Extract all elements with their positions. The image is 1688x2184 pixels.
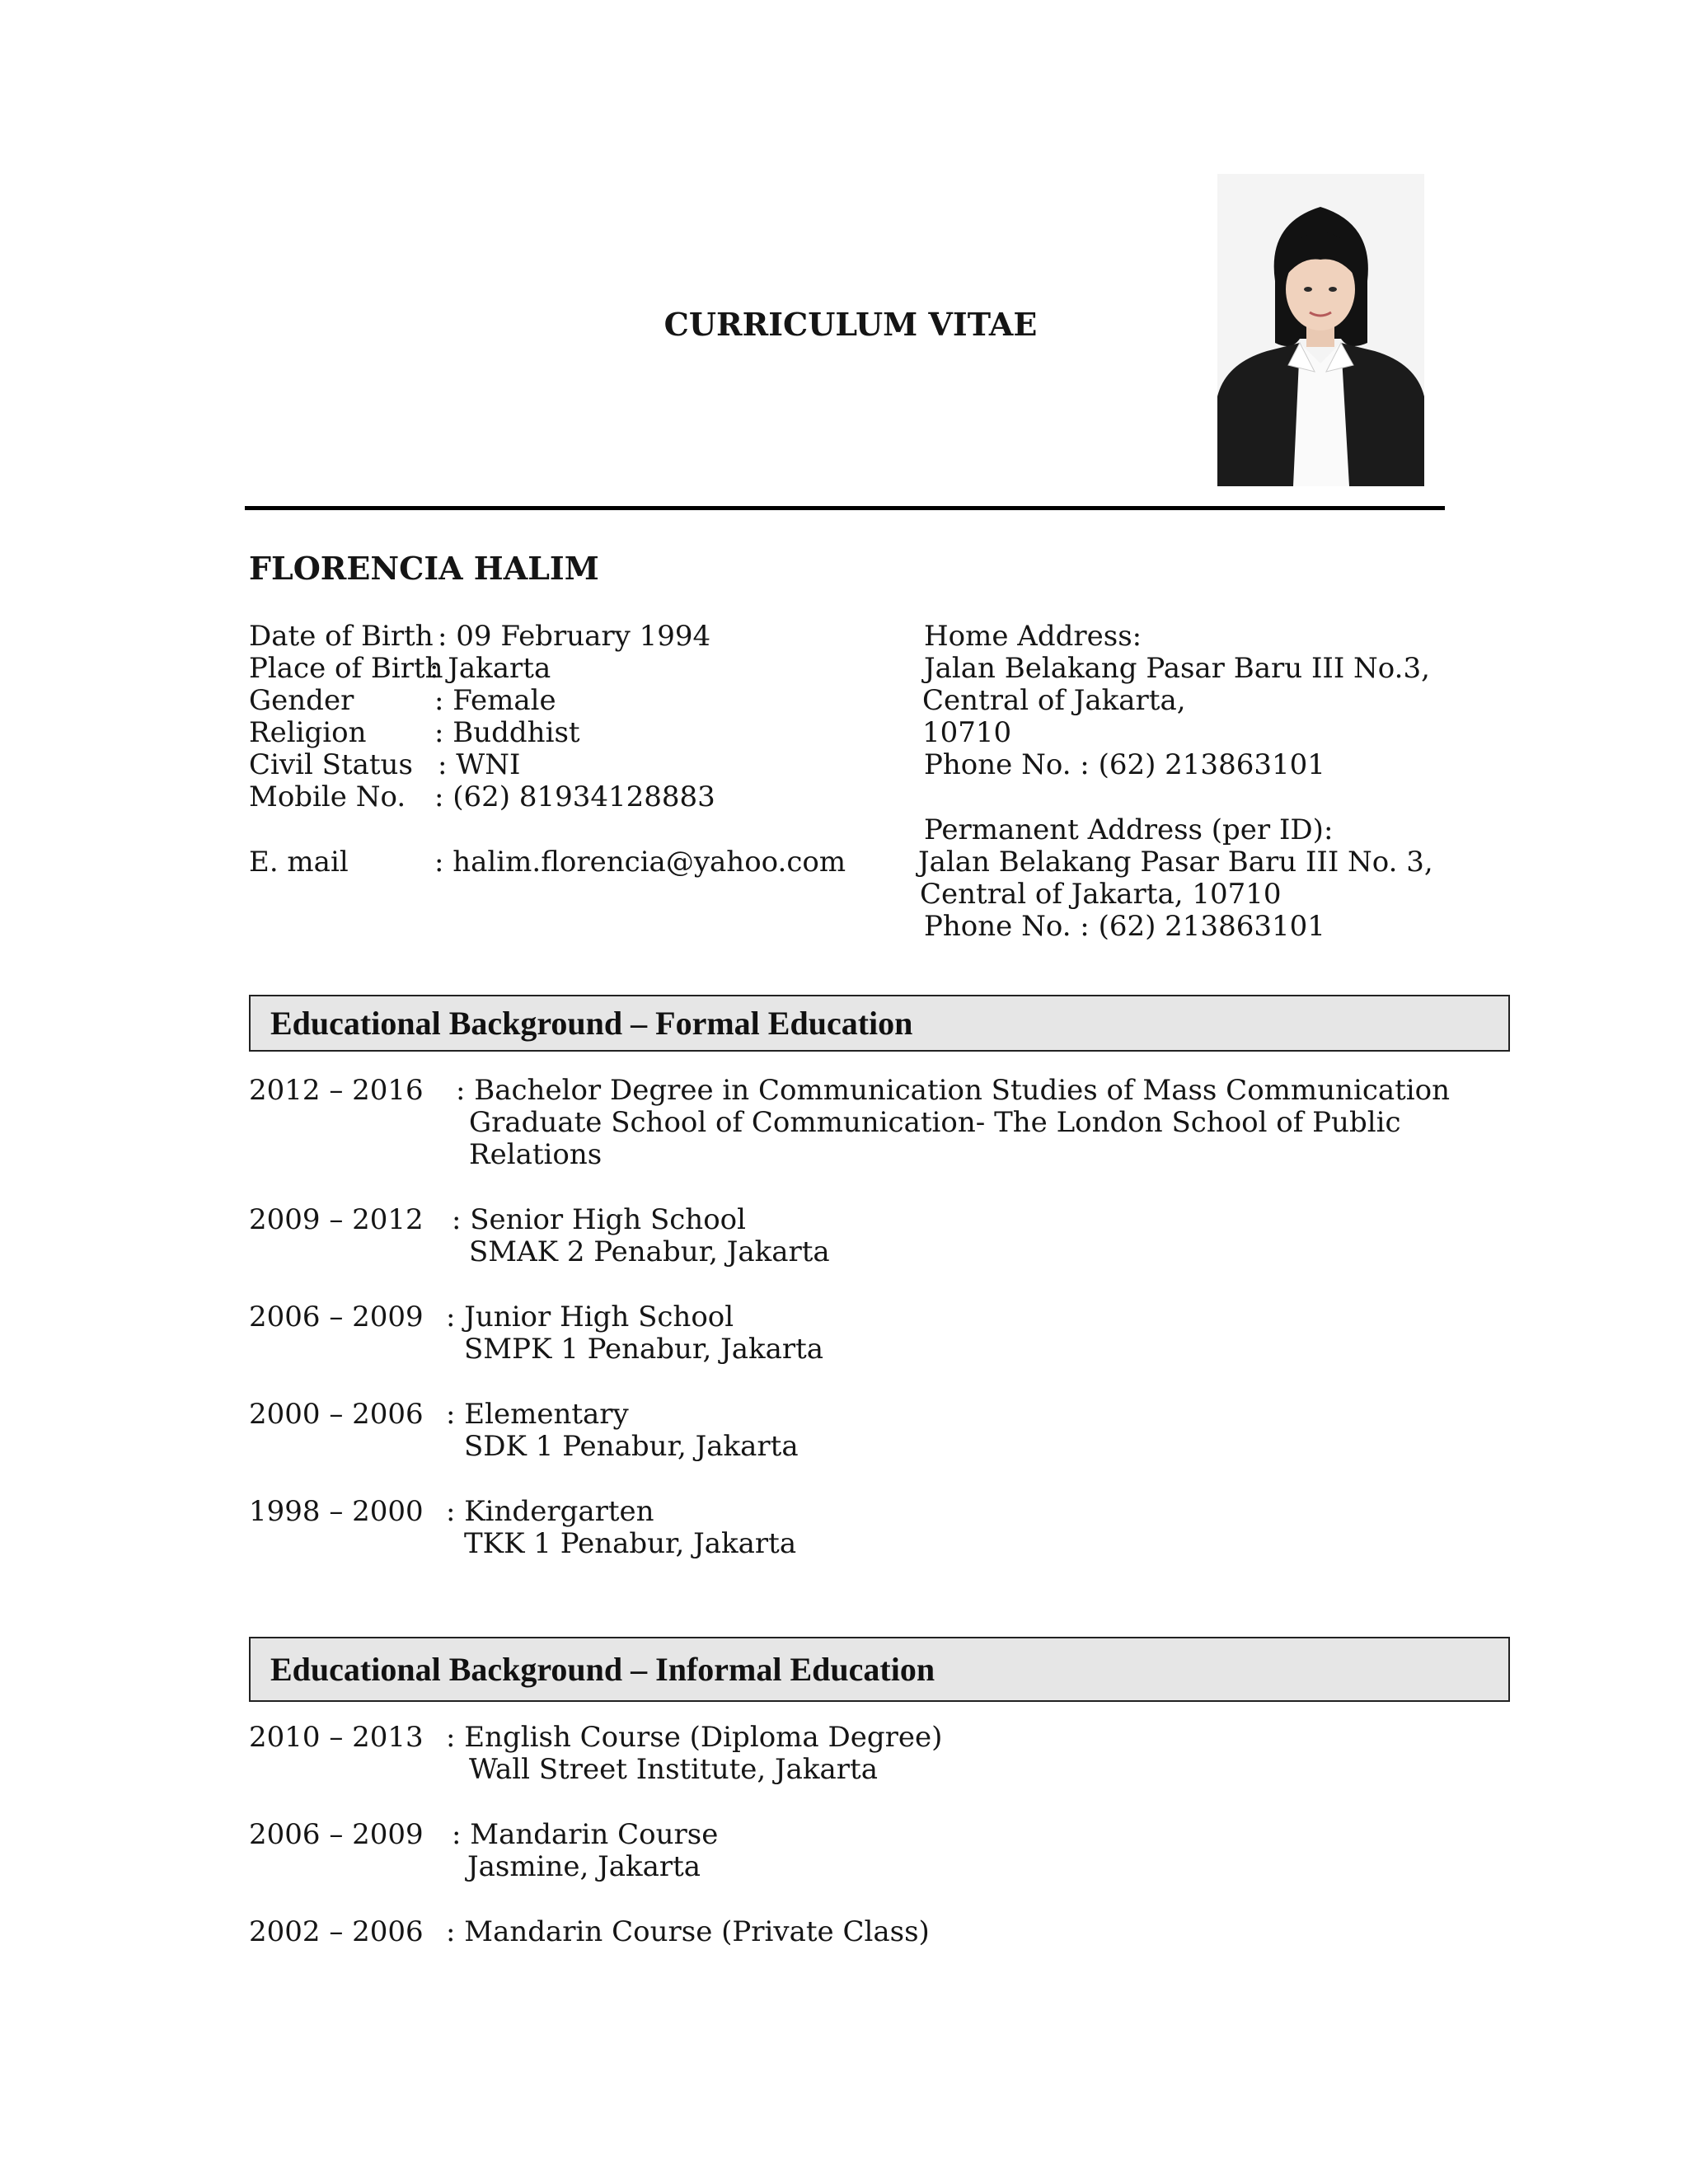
home-address-line: Central of Jakarta, (922, 684, 1186, 717)
edu-line: : Bachelor Degree in Communication Studies of Mass Communication (456, 1074, 1451, 1107)
edu-line: : Mandarin Course (Private Class) (446, 1915, 930, 1948)
section-header-formal-education (249, 995, 1510, 1052)
edu-line: Graduate School of Communication- The London School of Public (469, 1106, 1401, 1139)
home-address-heading: Home Address: (924, 620, 1142, 653)
edu-line: : Elementary (446, 1398, 629, 1431)
section-header-informal-education (249, 1637, 1510, 1702)
edu-line: : English Course (Diploma Degree) (446, 1721, 943, 1754)
section-title: Educational Background – Informal Education (270, 1651, 935, 1688)
edu-line: Relations (469, 1138, 603, 1171)
permanent-address-line: Central of Jakarta, 10710 (920, 878, 1282, 911)
edu-line: : Kindergarten (446, 1495, 654, 1528)
edu-years: 2010 – 2013 (249, 1721, 424, 1754)
candidate-name: FLORENCIA HALIM (249, 550, 599, 587)
edu-years: 2006 – 2009 (249, 1818, 424, 1851)
gender-value: : Female (434, 684, 556, 717)
home-address-line: 10710 (922, 716, 1012, 749)
dob-value: : 09 February 1994 (438, 620, 711, 653)
pob-label: Place of Birth (249, 652, 443, 685)
permanent-address-heading: Permanent Address (per ID): (924, 813, 1334, 846)
header-divider (245, 506, 1445, 510)
document-title: CURRICULUM VITAE (663, 306, 1038, 343)
section-title: Educational Background – Formal Education (270, 1005, 913, 1042)
home-phone: Phone No. : (62) 213863101 (924, 748, 1325, 781)
pob-value: : Jakarta (429, 652, 551, 685)
edu-line: SMPK 1 Penabur, Jakarta (464, 1333, 824, 1366)
civil-status-label: Civil Status (249, 748, 413, 781)
edu-years: 2000 – 2006 (249, 1398, 424, 1431)
edu-years: 2012 – 2016 (249, 1074, 424, 1107)
permanent-phone: Phone No. : (62) 213863101 (924, 910, 1325, 943)
edu-line: : Junior High School (446, 1301, 734, 1333)
permanent-address-line: Jalan Belakang Pasar Baru III No. 3, (918, 846, 1433, 879)
edu-years: 2009 – 2012 (249, 1203, 424, 1236)
email-label: E. mail (249, 846, 349, 879)
edu-years: 2006 – 2009 (249, 1301, 424, 1333)
edu-line: TKK 1 Penabur, Jakarta (464, 1527, 797, 1560)
edu-line: Jasmine, Jakarta (467, 1850, 701, 1883)
edu-line: : Mandarin Course (452, 1818, 719, 1851)
edu-line: SDK 1 Penabur, Jakarta (464, 1430, 799, 1463)
mobile-label: Mobile No. (249, 780, 406, 813)
dob-label: Date of Birth (249, 620, 434, 653)
edu-line: : Senior High School (452, 1203, 747, 1236)
religion-value: : Buddhist (434, 716, 580, 749)
religion-label: Religion (249, 716, 367, 749)
home-address-line: Jalan Belakang Pasar Baru III No.3, (924, 652, 1430, 685)
edu-line: Wall Street Institute, Jakarta (469, 1753, 878, 1786)
gender-label: Gender (249, 684, 354, 717)
profile-photo (1217, 174, 1424, 486)
edu-line: SMAK 2 Penabur, Jakarta (469, 1235, 830, 1268)
mobile-value: : (62) 81934128883 (434, 780, 715, 813)
civil-status-value: : WNI (438, 748, 521, 781)
edu-years: 2002 – 2006 (249, 1915, 424, 1948)
edu-years: 1998 – 2000 (249, 1495, 424, 1528)
email-value: : halim.florencia@yahoo.com (434, 846, 846, 879)
